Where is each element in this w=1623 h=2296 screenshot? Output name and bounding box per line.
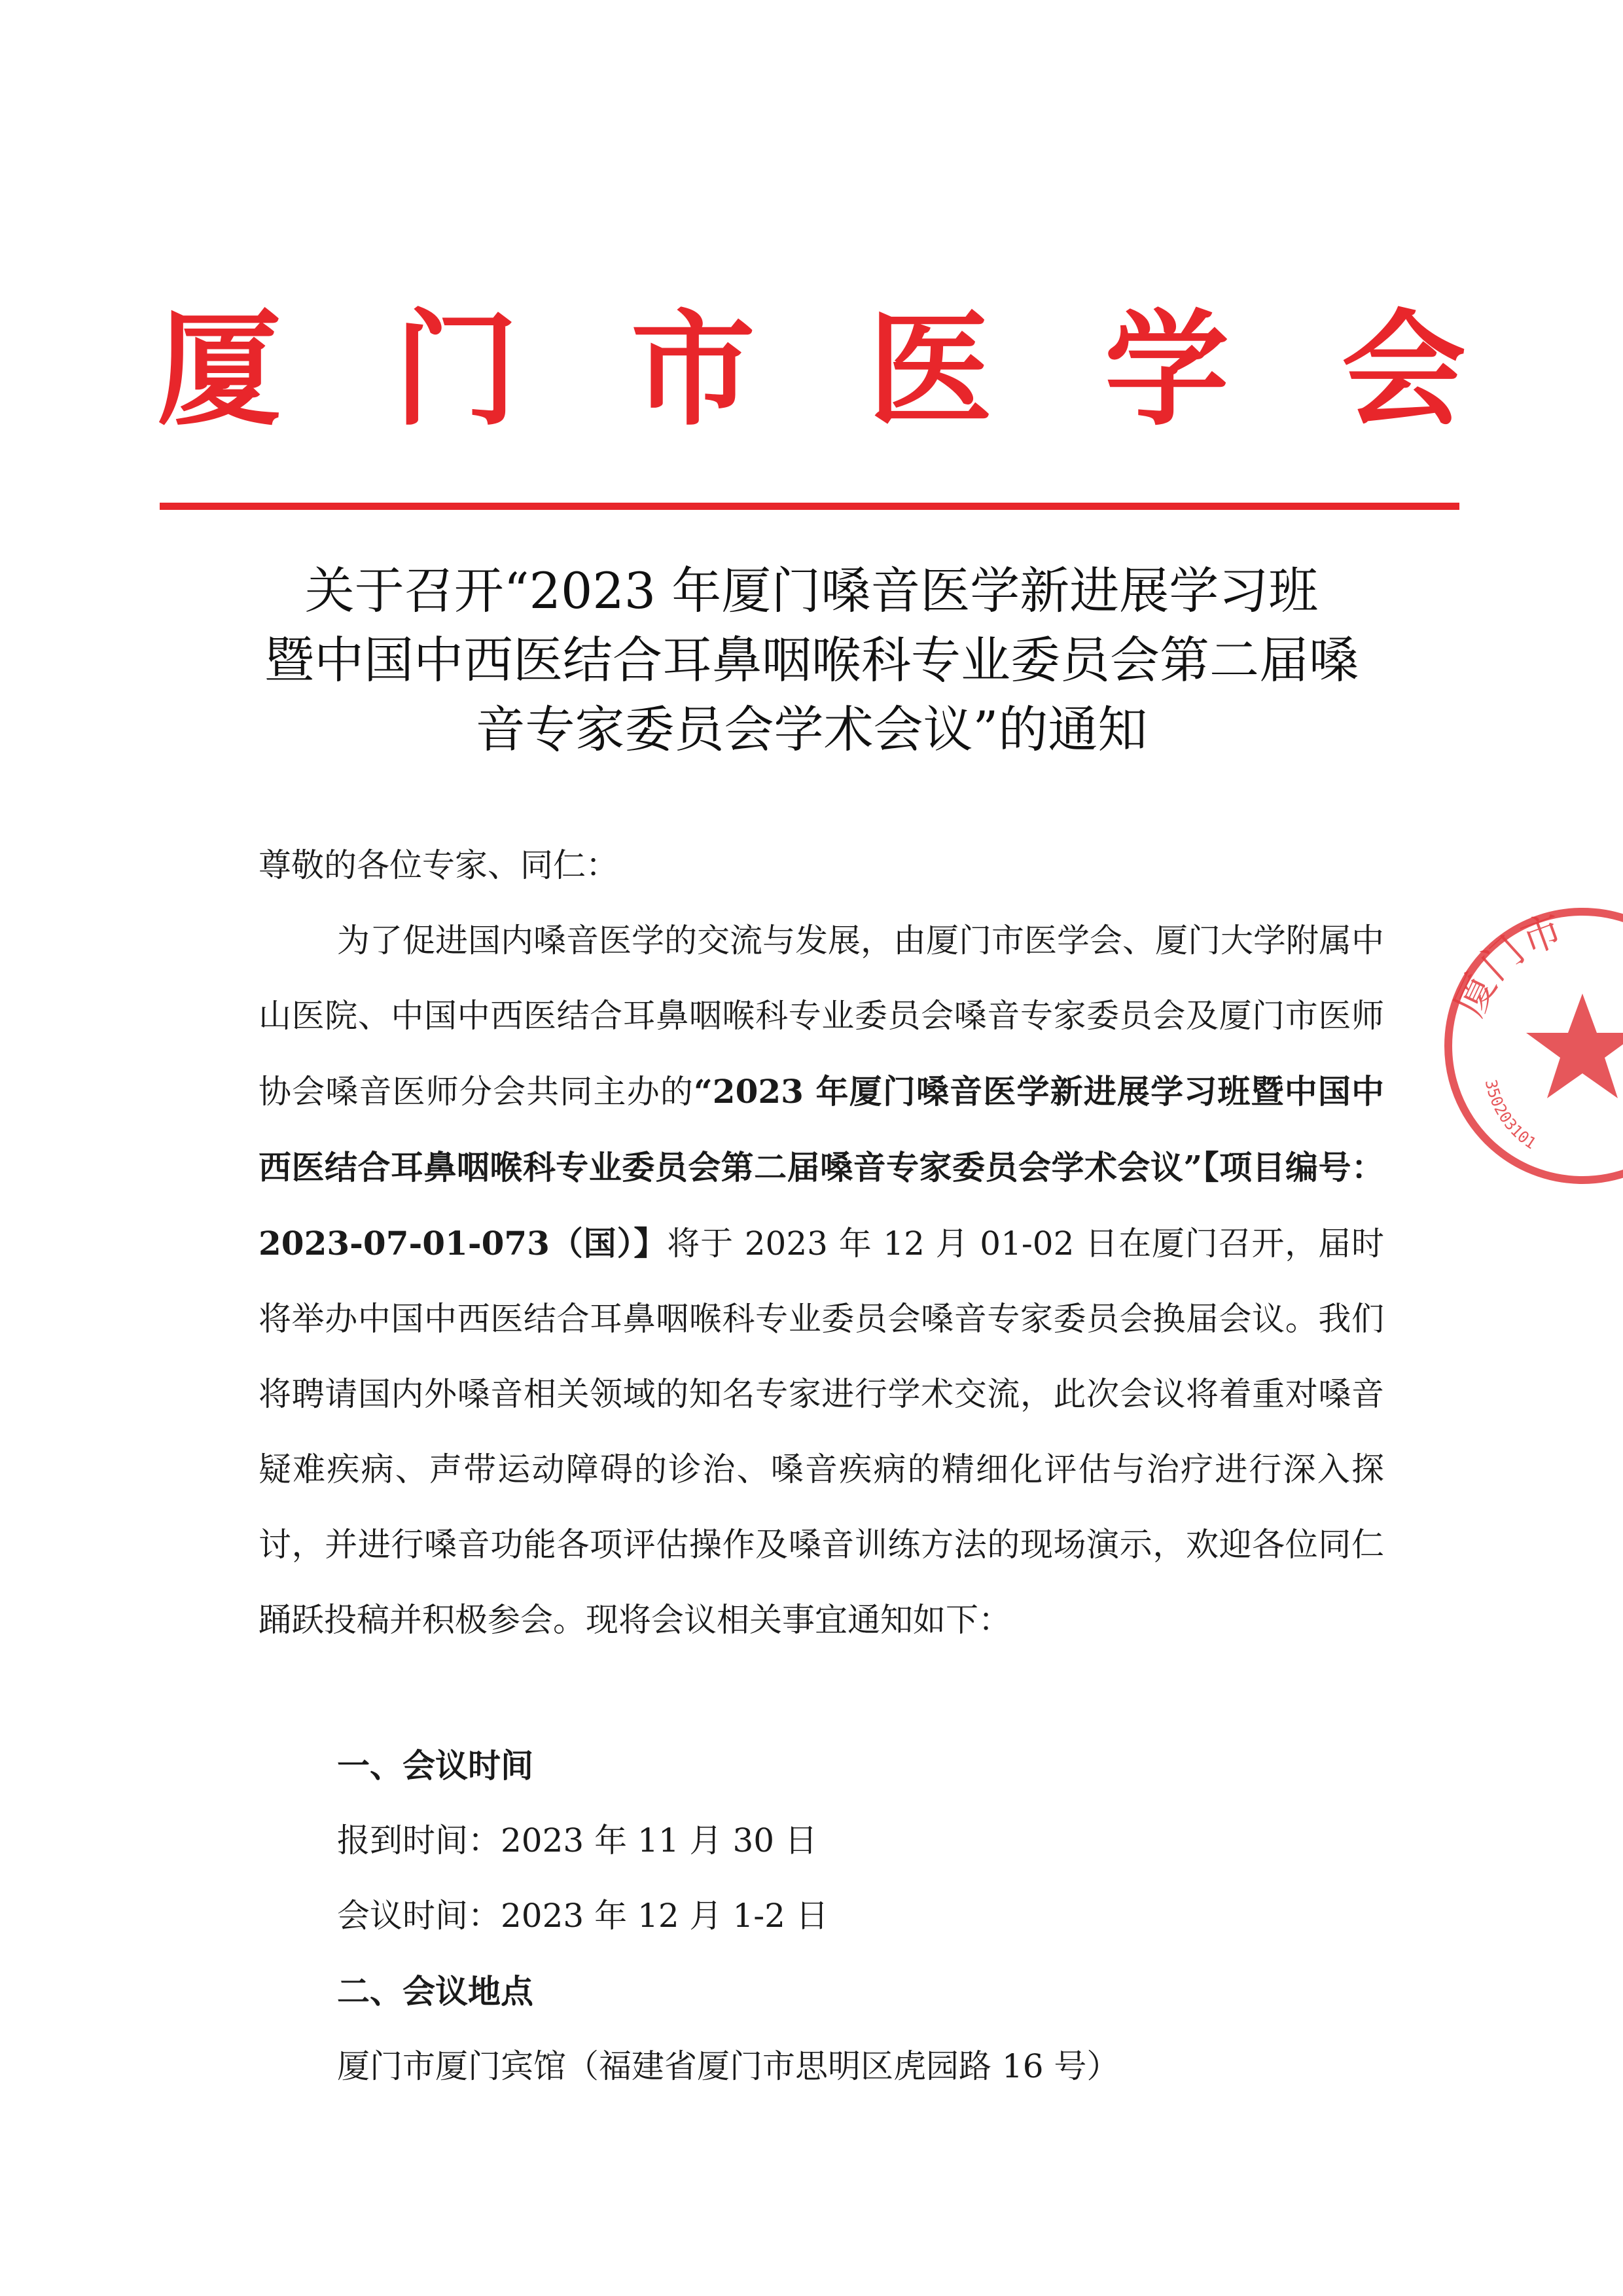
section-heading-time: 一、会议时间 [337, 1746, 533, 1785]
seal-code: 350203101 [1481, 1077, 1540, 1153]
letterhead-char: 学 [1104, 296, 1229, 442]
intro-text-part2: 将于 2023 年 12 月 01-02 日在厦门召开，届时将举办中国中西医结合耳鼻咽喉科专业委员会嗓音专家委员会换届会议。我们将聘请国内外嗓音相关领域的知名专家进行学术交流，此次会议将着重对嗓音疑难疾病、声带运动障碍的诊治、嗓音疾病的精细化评估与治疗进行深入探讨，并进行嗓音功能各项评估操作及嗓音训练方法的现场演示，欢迎各位同仁踊跃投稿并积极参会。现将会议相关事宜通知如下： [259, 1225, 1385, 1639]
letterhead-char: 厦 [157, 296, 282, 442]
section-heading-venue: 二、会议地点 [337, 1972, 533, 2011]
seal-star-icon [1526, 994, 1623, 1098]
official-seal [1432, 895, 1623, 1196]
letterhead-char: 会 [1341, 296, 1466, 442]
salutation: 尊敬的各位专家、同仁： [259, 846, 618, 884]
intro-paragraph [259, 903, 1384, 1658]
letterhead-divider [160, 503, 1459, 510]
letterhead-char: 医 [867, 296, 992, 442]
organization-letterhead [157, 296, 1466, 442]
title-line: 暨中国中西医结合耳鼻咽喉科专业委员会第二届嗓 [264, 631, 1359, 689]
letterhead-char: 市 [630, 296, 755, 442]
letterhead-char: 门 [393, 296, 518, 442]
notice-title [131, 556, 1492, 764]
title-line: 音专家委员会学术会议”的通知 [475, 700, 1148, 759]
venue-address: 厦门市厦门宾馆（福建省厦门市思明区虎园路 16 号） [337, 2047, 1120, 2085]
intro-text-part1: 为了促进国内嗓音医学的交流与发展，由厦门市医学会、厦门大学附属中山医院、中国中西医结合耳鼻咽喉科专业委员会嗓音专家委员会及厦门市医师协会嗓音医师分会共同主办的 [259, 922, 1384, 1111]
checkin-time: 报到时间：2023 年 11 月 30 日 [337, 1821, 817, 1859]
intro-text-bold: “2023 年厦门嗓音医学新进展学习班暨中国中西医结合耳鼻咽喉科专业委员会第二届嗓音专家委员会学术会议”【项目编号：2023-07-01-073（国）】 [259, 1072, 1385, 1263]
title-line: 关于召开“2023 年厦门嗓音医学新进展学习班 [304, 562, 1319, 620]
meeting-time: 会议时间：2023 年 12 月 1-2 日 [337, 1897, 829, 1935]
seal-name: 厦门市 [1444, 905, 1569, 1024]
